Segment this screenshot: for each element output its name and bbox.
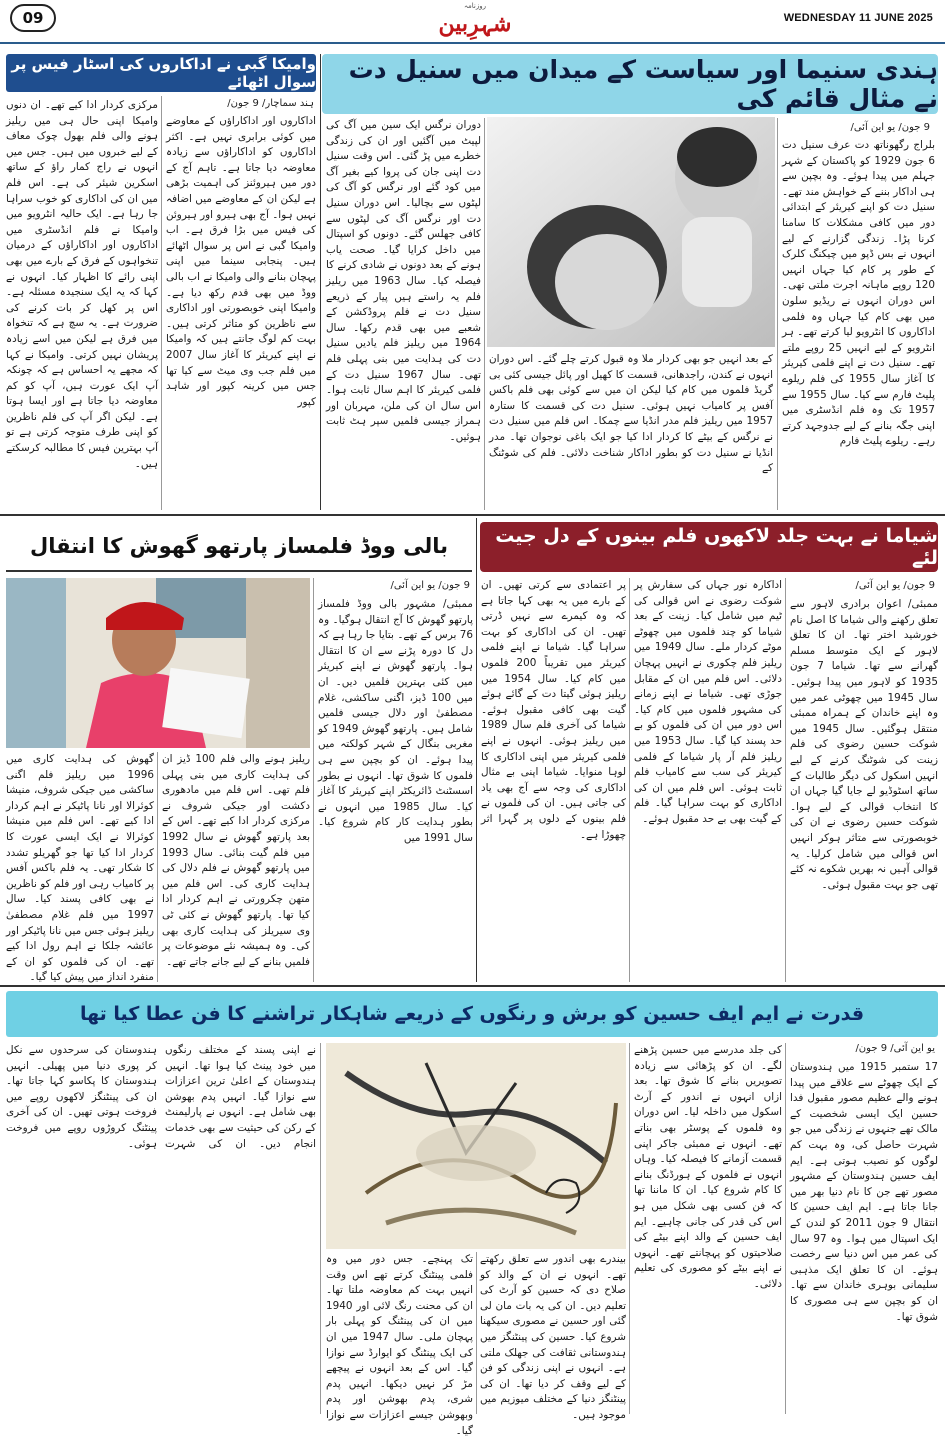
- sunil-column-1: بلراج رگھوناتھ دت عرف سنیل دت 6 جون 1929 کو پاکستان کے شہر جہلم میں پیدا ہوئے۔ وہ بچپن سے ہی اداکار بننے کے خواہش مند تھے۔ سنیل دت کو اپنے کیریئر کے ابتدائی دور میں کافی مشکلات کا سامنا کرنا پڑا۔ زندگی گزارنے کے لیے انہوں نے بس ڈپو میں چیکنگ کلرک کے طور پر کام کیا جہاں انہیں 120 روپے ماہانہ اجرت ملتی تھی۔ اس دوران انہوں نے ریڈیو سلون میں بھی کام کیا جہاں وہ فلمی اداکاروں کا انٹرویو لیا کرتے تھے۔ ہر انٹرویو کے لیے انہیں 25 روپے ملتے تھے۔ سنیل دت نے اپنے فلمی کیریئر کا آغاز سال 1955 کی فلم ریلوے پلیٹ فارم سے کیا۔ سال 1955 سے 1957 تک وہ فلم انڈسٹری میں اپنی جگہ بنانے کے لیے جدوجہد کرتے رہے۔ ریلوے پلیٹ فارم: [782, 139, 935, 448]
- waamiqa-headline-banner: [6, 54, 316, 92]
- sunil-dutt-photo-image: [487, 117, 775, 347]
- column-divider: [320, 1043, 321, 1414]
- column-divider: [629, 578, 630, 982]
- partho-column-2: ریلیز ہونے والی فلم 100 ڈیز ان کی ہدایت کاری میں بنی پہلی فلم تھی۔ اس فلم میں مادھوری دکشت اور جیکی شروف نے مرکزی کردار ادا کیے تھے۔ اس کے بعد پارتھو گھوش نے سال 1992 میں فلم گیت بنائی۔ سال 1993 میں پارتھو گھوش نے فلم دلال کی ہدایت کاری کی۔ اس فلم میں متھن چکرورتی نے اہم کردار ادا کیا تھا۔ پارتھو گھوش نے کئی ٹی وی سیریلز کی ہدایت کاری بھی کی۔ وہ ہمیشہ نئے موضوعات پر فلمیں بنانے کے لیے جانے جاتے تھے۔: [162, 753, 310, 968]
- shyama-column-3: پر اعتمادی سے کرتی تھیں۔ ان کے بارے میں یہ بھی کہا جاتا ہے کہ وہ کیمرے سے نہیں ڈرتی تھیں۔ ان کی اداکاری کو بہت سراہا گیا۔ شیاما نے اپنے فلمی کیریئر میں تقریباً 200 فلموں میں کام کیا۔ سال 1954 میں ریلیز ہوئی گیتا دت کے گائے ہوئے گیت بھی کافی مقبول ہوئے۔ شیاما کی آخری فلم سال 1989 میں ریلیز ہوئی۔ انہوں نے اپنے فلمی کیریئر میں اپنی اداکاری کا لوہا منوایا۔ شیاما اپنی بے مثال اداکاری کی وجہ سے آج بھی یاد کی جاتی ہیں۔ ان کی فلموں نے فلم بینوں کے دلوں پر گہرا اثر چھوڑا ہے۔: [481, 579, 627, 841]
- column-divider: [785, 1043, 786, 1414]
- husain-column-3: بیندرے بھی اندور سے تعلق رکھتے تھے۔ انہوں نے ان کے والد کو صلاح دی کہ حسین کو آرٹ کی تعلیم دیں۔ ان کی یہ بات مان لی گئی اور حسین نے مصوری سیکھنا شروع کیا۔ حسین کی پینٹنگز میں ہندوستانی ثقافت کی جھلک ملتی ہے۔ انہوں نے اپنی زندگی کو فن کے لیے وقف کر دیا تھا۔ ان کی پینٹنگز دنیا کے مختلف میوزیم میں موجود ہیں۔: [480, 1253, 626, 1421]
- article-divider: [320, 54, 321, 510]
- sunil-dutt-photo: [487, 117, 775, 347]
- husain-byline: یو این آئی/ 9 جون/: [855, 1043, 935, 1054]
- waamiqa-column-1: اداکاروں اور اداکاراؤں کے معاوضے میں کوئی برابری نہیں ہے۔ اکثر اداکاروں کو اداکاراؤں سے زیادہ معاوضہ دیا جاتا ہے۔ تاہم آج کے دور میں ہیروئنز کی اہمیت بڑھی ہے لیکن ان کے معاوضے میں اضافہ نہیں ہوا۔ آج بھی ہیرو اور ہیروئن کی فیس میں بڑا فرق ہے۔ اب وامیکا گبی نے اس پر سوال اٹھائے ہیں۔ پنجابی سینما میں اپنی پہچان بنانے والی وامیکا نے اب بالی ووڈ میں بھی قدم رکھ دیا ہے۔ وامیکا اپنی خوبصورتی اور اداکاری سے ناظرین کو متاثر کرتی ہیں۔ بہت کم لوگ جانتے ہیں کہ وامیکا نے اپنے کیریئر کا آغاز سال 2007 میں فلم جب وی میٹ سے کیا تھا جس میں کرینہ کپور اور شاہد کپور: [166, 115, 316, 408]
- waamiqa-byline: ہند سماچار/ 9 جون/: [227, 98, 314, 109]
- section-divider: [0, 514, 945, 516]
- husain-headline-banner: [6, 991, 938, 1037]
- column-divider: [785, 578, 786, 982]
- husain-headline: قدرت نے ایم ایف حسین کو برش و رنگوں کے ذریعے شاہکار تراشنے کا فن عطا کیا تھا: [79, 1003, 865, 1025]
- sunil-byline: 9 جون/ یو این آئی/: [850, 122, 930, 133]
- husain-column-1: 17 ستمبر 1915 میں ہندوستان کے ایک چھوٹے سے علاقے میں پیدا ہونے والے عظیم مصور مقبول فدا حسین ایک ایسی شخصیت کے مالک تھے جنہوں نے زندگی میں جو شہرت حاصل کی، وہ بہت کم لوگوں کو نصیب ہوتی ہے۔ ایم ایف حسین ہندوستان کے مشہور مصور تھے جن کا نام دنیا بھر میں جانا جاتا ہے۔ ایم ایف حسین کا انتقال 9 جون 2011 کو لندن کے ایک اسپتال میں ہوا۔ وہ 97 سال کی عمر میں اس دنیا سے رخصت ہوئے۔ ان کا تعلق ایک مذہبی سلیمانی بوہری خاندان سے تھا۔ ان کو بچپن سے ہی مصوری کا شوق تھا۔: [790, 1061, 938, 1323]
- column-divider: [157, 752, 158, 982]
- logo-text: شہرِبین: [438, 11, 512, 37]
- shyama-headline-banner: [480, 522, 938, 572]
- article-divider: [476, 518, 477, 982]
- partho-headline: بالی ووڈ فلمساز پارتھو گھوش کا انتقال: [30, 534, 448, 558]
- partho-ghosh-photo-image: [6, 578, 310, 748]
- column-divider: [777, 118, 778, 510]
- sunil-column-2: کے بعد انہیں جو بھی کردار ملا وہ قبول کرتے چلے گئے۔ اس دوران انہوں نے کندن، راجدھانی، قسمت کا کھیل اور پائل جیسی کئی بی گریڈ فلموں میں کام کیا لیکن ان میں سے کوئی بھی فلم باکس آفس پر کامیاب نہیں ہوئی۔ سنیل دت کی قسمت کا ستارہ 1957 میں ریلیز فلم مدر انڈیا سے چمکا۔ اس فلم میں سنیل دت نے نرگس کے بیٹے کا کردار ادا کیا جو ایک باغی نوجوان تھا۔ مدر انڈیا نے سنیل دت کو بطور اداکار شناخت دلائی۔ فلم کی شوٹنگ کے: [489, 353, 773, 475]
- husain-column-2: کی جلد مدرسے میں حسین پڑھنے لگے۔ ان کو پڑھائی سے زیادہ تصویریں بنانے کا شوق تھا۔ بعد ازاں انہوں نے اندور کے آرٹ اسکول میں داخلہ لیا۔ اس دوران وہ فلموں کے پوسٹر بھی بناتے تھے۔ انہوں نے ممبئی جاکر اپنی قسمت آزمانے کا فیصلہ کیا۔ وہاں انہوں نے فلموں کے ہورڈنگ بنانے کا کام شروع کیا۔ ان کا ماننا تھا کہ فن کسی بھی شکل میں ہو اس کی قدر کی جانی چاہیے۔ ایم ایف حسین کے والد اپنے بیٹے کی صلاحیتوں کو پہچانتے تھے۔ انہوں نے اپنے بیٹے کو مصوری کی تعلیم دلائی۔: [634, 1044, 782, 1290]
- newspaper-logo: [420, 2, 530, 40]
- partho-headline-banner: [6, 522, 472, 572]
- husain-column-5: نے اپنی پسند کے مختلف رنگوں میں خود پینٹ کیا ہوا تھا۔ انہیں ہندوستان کے اعلیٰ ترین اعزازات سے نوازا گیا۔ انہیں پدم بھوشن بھی شامل ہے۔ انہوں نے پارلیمنٹ کے رکن کی حیثیت سے بھی خدمات انجام دیں۔ ان کی شہرت ہندوستان کی سرحدوں سے نکل کر پوری دنیا میں پھیلی۔ انہیں ہندوستان کا پکاسو کہا جاتا تھا۔ ان کی پینٹنگز لاکھوں روپے میں فروخت ہوتی تھیں۔ ان کی آخری پینٹنگ کروڑوں روپے میں فروخت ہوئی۔: [6, 1044, 316, 1150]
- husain-column-4: تک پہنچے۔ جس دور میں وہ فلمی پینٹنگ کرتے تھے اس وقت انہیں بہت کم معاوضہ ملتا تھا۔ ان کی محنت رنگ لائی اور 1940 میں ان کی پینٹنگ کو پہلی بار پہچان ملی۔ سال 1947 میں ان کی ایک پینٹنگ کو ایوارڈ سے نوازا گیا۔ اس کے بعد انہوں نے پیچھے مڑ کر نہیں دیکھا۔ انہیں پدم شری، پدم بھوشن اور پدم وبھوشن جیسے اعزازات سے نوازا گیا۔: [326, 1253, 474, 1437]
- husain-painting-photo: [326, 1043, 626, 1249]
- partho-column-1: ممبئی/ مشہور بالی ووڈ فلمساز پارتھو گھوش کا آج انتقال ہوگیا۔ وہ 76 برس کے تھے۔ بتایا جا رہا ہے کہ دل کا دورہ پڑنے سے ان کا انتقال ہوا۔ پارتھو گھوش نے اپنے کیریئر میں کئی بہترین فلمیں دیں۔ ان میں 100 ڈیز، اگنی ساکشی، غلام مصطفیٰ اور دلال جیسی فلمیں شامل ہیں۔ پارتھو گھوش 1949 کو مغربی بنگال کے شہر کولکتہ میں پیدا ہوئے۔ ان کو بچپن سے ہی فلموں کا شوق تھا۔ انہوں نے بطور اسسٹنٹ ڈائریکٹر اپنے کیریئر کا آغاز کیا۔ سال 1985 میں انہوں نے بطور ہدایت کار کام شروع کیا۔ سال 1991 میں: [318, 598, 473, 844]
- shyama-column-2: اداکارہ نور جہاں کی سفارش پر شوکت رضوی نے اس قوالی کی ٹیم میں شامل کیا۔ زینت کے بعد شیاما کو چند فلموں میں چھوٹے موٹے کردار ملے۔ سال 1949 میں ریلیز فلم چکوری نے انہیں پہچان دلائی۔ اس فلم میں ان کے مقابل جوڑی تھی۔ شیاما نے اپنے زمانے کی مشہور فلموں میں کام کیا۔ اس دور میں ان کی فلموں کو بے حد پسند کیا گیا۔ سال 1953 میں ریلیز فلم آر پار شیاما کے فلمی کیریئر کی سب سے کامیاب فلم ثابت ہوئی۔ اس فلم میں ان کی اداکاری کو بہت سراہا گیا۔ فلم کے گیت بھی بے حد مقبول ہوئے۔: [634, 579, 782, 825]
- column-divider: [313, 578, 314, 982]
- issue-date: WEDNESDAY 11 JUNE 2025: [783, 12, 933, 24]
- partho-ghosh-photo: [6, 578, 310, 748]
- waamiqa-headline: وامیکا گبی نے اداکاروں کی اسٹار فیس پر سوال اٹھائے: [11, 55, 316, 91]
- sunil-headline-banner: [322, 54, 938, 114]
- column-divider: [484, 118, 485, 510]
- waamiqa-column-2: مرکزی کردار ادا کیے تھے۔ ان دنوں وامیکا اپنی حال ہی میں ریلیز ہونے والی فلم بھول چوک معاف کے لیے خبروں میں ہیں۔ جس میں انہوں نے راج کمار راؤ کے ساتھ اسکرین شیئر کی ہے۔ اس فلم میں ان کی اداکاری کو خوب سراہا جا رہا ہے۔ ایک حالیہ انٹرویو میں وامیکا نے فلم انڈسٹری میں اداکاروں اور اداکاراؤں کے درمیان تنخواہوں کے فرق کے بارے میں بھی اپنی رائے کا اظہار کیا۔ انہوں نے کہا کہ یہ ایک سنجیدہ مسئلہ ہے۔ اس پر کھل کر بات کرنے کی ضرورت ہے۔ یہ سچ ہے کہ تنخواہ میں فرق ہے لیکن میں اسے زیادہ پریشان نہیں کرتی۔ وامیکا نے کہا کہ مجھے یہ احساس ہے کہ چونکہ آپ ایک عورت ہیں، آپ کو کم معاوضہ دیا جاتا ہے اور ایسا ہوتا ہے۔ لیکن اگر آپ کی فلم ناظرین کو اپنی طرف متوجہ کرتی ہے تو آپ بہترین فیس کا مطالبہ کرسکتے ہیں۔: [6, 99, 158, 470]
- column-divider: [629, 1043, 630, 1414]
- partho-column-3: گھوش کی ہدایت کاری میں 1996 میں ریلیز فلم اگنی ساکشی میں جیکی شروف، منیشا کوئرالا اور نانا پاٹیکر نے اہم کردار ادا کیے تھے۔ اس فلم میں منیشا کوئرالا نے ایک ایسی عورت کا کردار ادا کیا تھا جو گھریلو تشدد کا شکار تھی۔ یہ فلم باکس آفس پر کامیاب رہی اور فلم کو ناظرین نے بھی کافی پسند کیا۔ سال 1997 میں فلم غلام مصطفیٰ ریلیز ہوئی جس میں نانا پاٹیکر اور عائشہ جلکا نے اہم رول ادا کیے تھے۔ ان کی فلموں کو ان کے منفرد انداز میں پیش کیا گیا۔: [6, 753, 154, 984]
- section-divider: [0, 985, 945, 987]
- column-divider: [161, 96, 162, 510]
- page-number: 09: [10, 4, 56, 32]
- shyama-byline: 9 جون/ یو این آئی/: [855, 580, 935, 591]
- shyama-column-1: ممبئی/ اعوان برادری لاہور سے تعلق رکھنے والی شیاما کا اصل نام خورشید اختر تھا۔ ان کا تعلق لاہور کے ایک متوسط مسلم گھرانے سے تھا۔ شیاما 7 جون 1935 کو لاہور میں پیدا ہوئیں۔ سال 1945 میں چھوٹی عمر میں وہ اپنے خاندان کے ہمراہ ممبئی منتقل ہوگئیں۔ سال 1945 میں شوکت حسین رضوی کی فلم زینت کی شوٹنگ کرنے کے لیے انہیں اسکول کی دیگر طالبات کے ساتھ اسٹوڈیو لے جایا گیا جہاں ان کا انتخاب قوالی کے لیے ہوا۔ شوکت حسین رضوی نے ان کی خوبصورتی سے متاثر ہوکر انہیں اس قوالی میں شامل کرلیا۔ یہ قوالی آہیں نہ بھریں شکوے نہ کئے تھی جو بہت مقبول ہوئی۔: [790, 598, 938, 891]
- partho-byline: 9 جون/ یو این آئی/: [390, 580, 470, 591]
- logo-subtitle: روزنامہ: [463, 2, 487, 10]
- sunil-headline: ہندی سنیما اور سیاست کے میدان میں سنیل دت نے مثال قائم کی: [348, 55, 938, 113]
- column-divider: [476, 1252, 477, 1414]
- shyama-headline: شیاما نے بہت جلد لاکھوں فلم بینوں کے دل جیت لئے: [495, 525, 938, 569]
- husain-painting-image: [326, 1043, 626, 1249]
- masthead: [0, 0, 945, 44]
- sunil-column-3: دوران نرگس ایک سین میں آگ کی لپیٹ میں آگئیں اور ان کی زندگی خطرے میں پڑ گئی۔ اس وقت سنیل دت اپنی جان کی پروا کیے بغیر آگ میں کود گئے اور نرگس کو آگ کی لپٹوں سے بچالیا۔ اس دوران سنیل دت اور نرگس آگ کی لپٹوں سے کافی جھلس گئے۔ دونوں کو اسپتال میں داخل کرایا گیا۔ صحت یاب ہونے کے بعد دونوں نے شادی کرنے کا فیصلہ کیا۔ سال 1963 میں ریلیز فلم یہ راستے ہیں پیار کے ذریعے سنیل دت نے فلم پروڈکشن کے شعبے میں بھی قدم رکھا۔ سال 1964 میں ریلیز فلم یادیں سنیل دت کی ہدایت میں بنی پہلی فلم تھی۔ سال 1967 سنیل دت کے فلمی کیریئر کا اہم سال ثابت ہوا۔ اس سال ان کی ملن، مہربان اور ہمراز جیسی فلمیں سپر ہٹ ثابت ہوئیں۔: [326, 119, 481, 443]
